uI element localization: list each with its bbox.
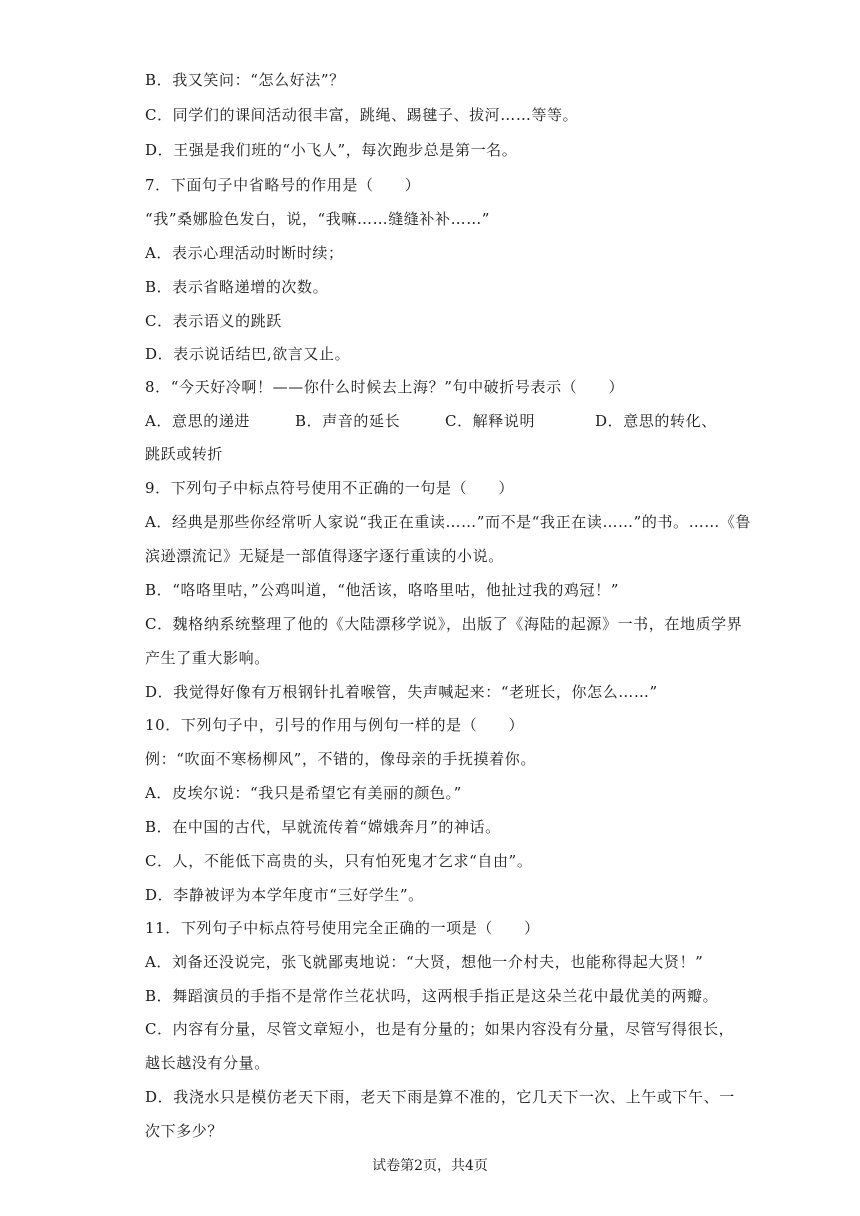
q9-option-b: B．“咯咯里咕，”公鸡叫道，“他活该，咯咯里咕，他扯过我的鸡冠！” bbox=[145, 581, 619, 599]
q7-question: 7．下面句子中省略号的作用是（ ） bbox=[145, 176, 421, 194]
q9-option-a: A．经典是那些你经常听人家说“我正在重读……”而不是“我正在读……”的书。……《鲁 bbox=[145, 513, 752, 531]
q8-option-d: D．意思的转化、 bbox=[595, 412, 717, 430]
q8-option-d-continued: 跳跃或转折 bbox=[145, 445, 224, 463]
q6-option-b: B．我又笑问：“怎么好法”？ bbox=[145, 71, 345, 89]
q8-option-c: C．解释说明 bbox=[445, 412, 536, 430]
q10-option-d: D．李静被评为本学年度市“三好学生”。 bbox=[145, 886, 424, 904]
q11-option-c-continued: 越长越没有分量。 bbox=[145, 1054, 270, 1072]
q11-option-d-continued: 次下多少？ bbox=[145, 1122, 224, 1140]
q10-option-a: A．皮埃尔说：“我只是希望它有美丽的颜色。” bbox=[145, 784, 462, 802]
q8-option-b: B．声音的延长 bbox=[295, 412, 401, 430]
q9-option-c-continued: 产生了重大影响。 bbox=[145, 649, 270, 667]
q11-option-a: A．刘备还没说完，张飞就鄙夷地说：“大贤，想他一介村夫，也能称得起大贤！” bbox=[145, 953, 704, 971]
q11-option-c: C．内容有分量，尽管文章短小，也是有分量的；如果内容没有分量，尽管写得很长， bbox=[145, 1020, 735, 1038]
q10-option-c: C．人，不能低下高贵的头，只有怕死鬼才乞求“自由”。 bbox=[145, 852, 533, 870]
q10-example: 例：“吹面不寒杨柳风”，不错的，像母亲的手抚摸着你。 bbox=[145, 750, 536, 768]
q6-option-d: D．王强是我们班的“小飞人”，每次跑步总是第一名。 bbox=[145, 141, 518, 159]
q11-question: 11．下列句子中标点符号使用完全正确的一项是（ ） bbox=[145, 919, 540, 937]
q6-option-c: C．同学们的课间活动很丰富，跳绳、踢毽子、拔河……等等。 bbox=[145, 106, 579, 124]
q9-option-a-continued: 滨逊漂流记》无疑是一部值得逐字逐行重读的小说。 bbox=[145, 547, 504, 565]
q8-question: 8．“今天好冷啊！——你什么时候去上海？”句中破折号表示（ ） bbox=[145, 378, 625, 396]
q10-question: 10．下列句子中，引号的作用与例句一样的是（ ） bbox=[145, 716, 525, 734]
q9-option-d: D．我觉得好像有万根钢针扎着喉管，失声喊起来：“老班长，你怎么……” bbox=[145, 683, 658, 701]
q7-option-b: B．表示省略递增的次数。 bbox=[145, 278, 329, 296]
q10-option-b: B．在中国的古代，早就流传着“嫦娥奔月”的神话。 bbox=[145, 818, 501, 836]
q8-option-a: A．意思的递进 bbox=[145, 412, 251, 430]
q9-question: 9．下列句子中标点符号使用不正确的一句是（ ） bbox=[145, 479, 514, 497]
q11-option-b: B．舞蹈演员的手指不是常作兰花状吗，这两根手指正是这朵兰花中最优美的两瓣。 bbox=[145, 987, 719, 1005]
q7-option-d: D．表示说话结巴,欲言又止。 bbox=[145, 345, 351, 363]
q7-quote: “我”桑娜脸色发白，说，“我嘛……缝缝补补……” bbox=[145, 210, 491, 228]
q7-option-a: A．表示心理活动时断时续； bbox=[145, 244, 344, 262]
page-footer: 试卷第2页，共4页 bbox=[372, 1158, 488, 1174]
q11-option-d: D．我浇水只是模仿老天下雨，老天下雨是算不准的，它几天下一次、上午或下午、一 bbox=[145, 1088, 735, 1106]
q9-option-c: C．魏格纳系统整理了他的《大陆漂移学说》，出版了《海陆的起源》一书，在地质学界 bbox=[145, 615, 743, 633]
q7-option-c: C．表示语义的跳跃 bbox=[145, 312, 282, 330]
